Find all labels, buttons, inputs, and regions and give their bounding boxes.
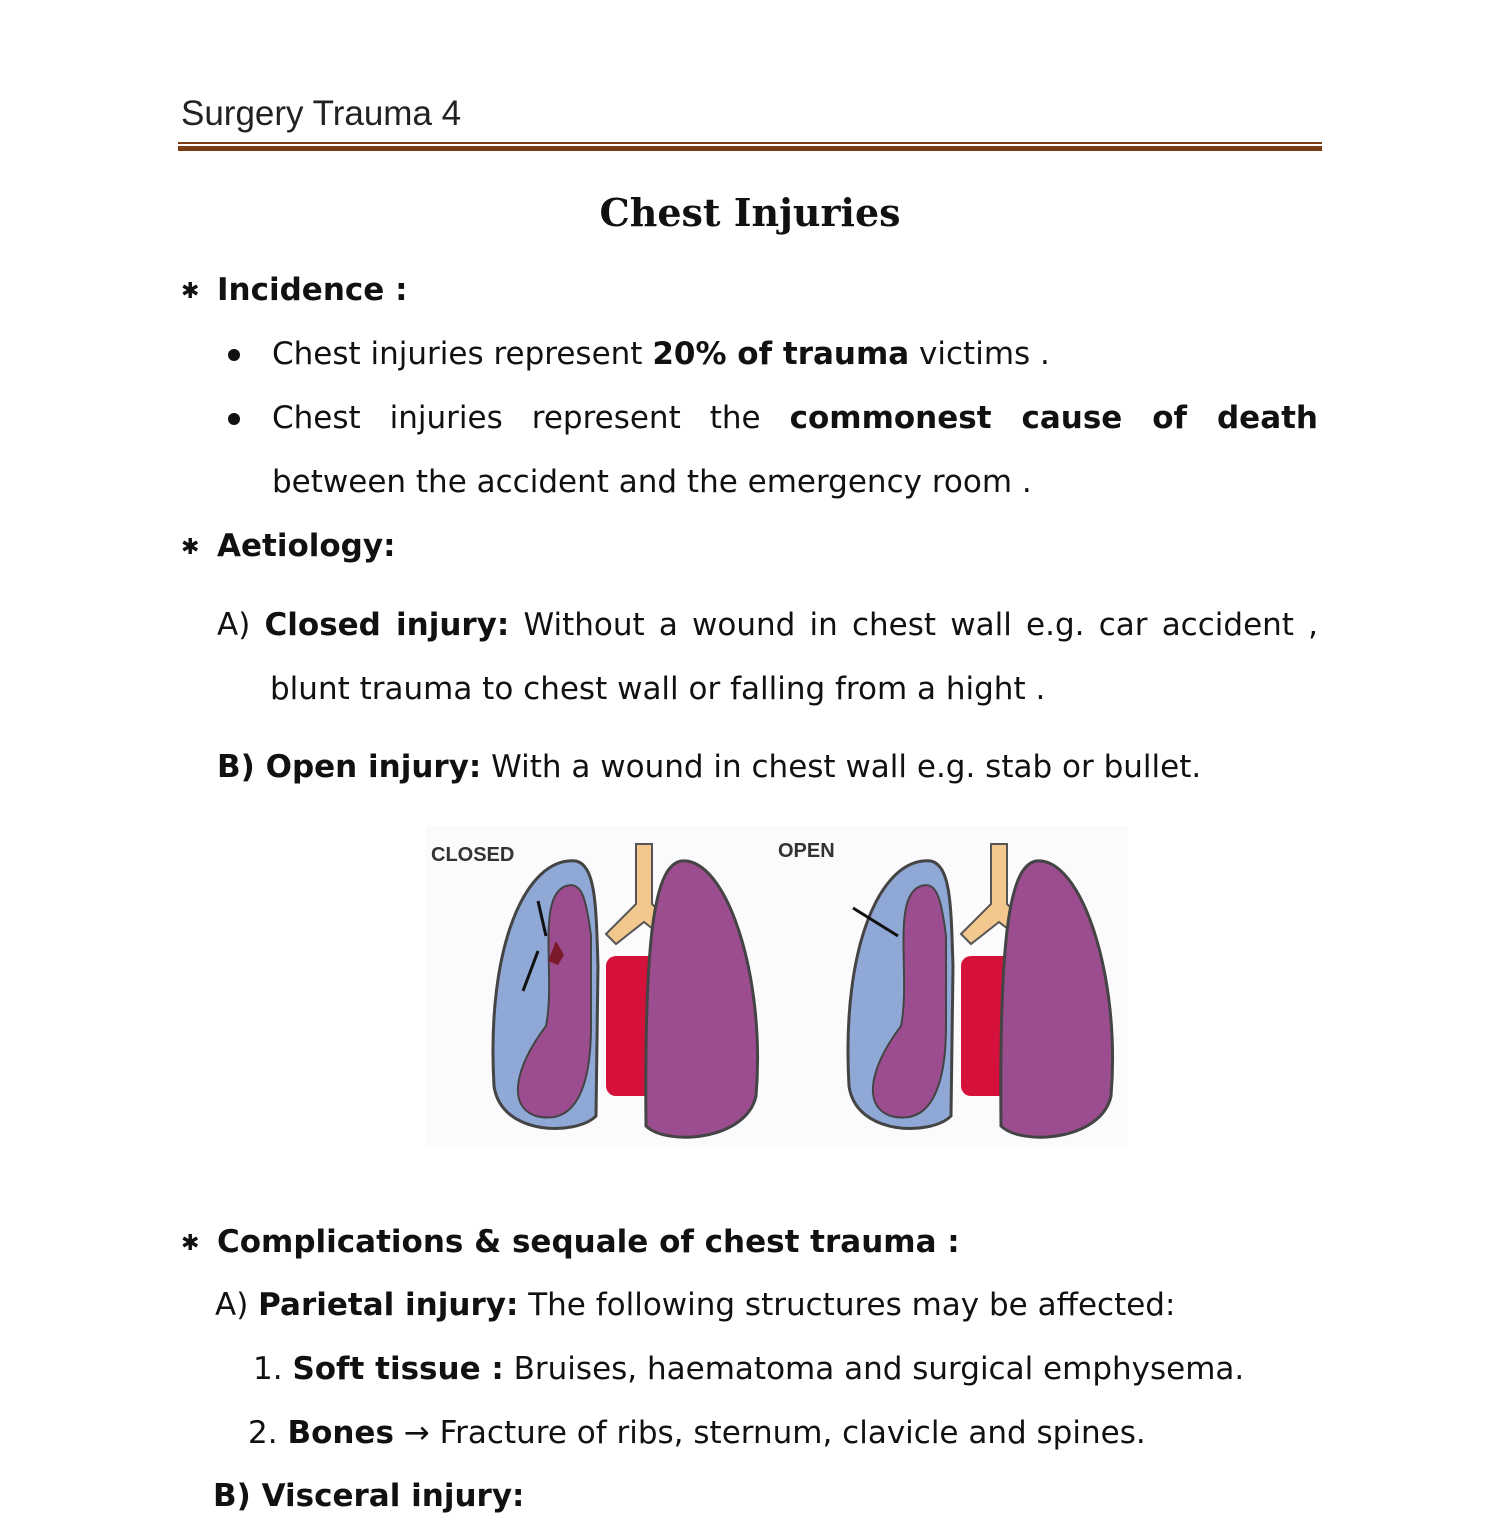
bold-text: Parietal injury: <box>258 1287 519 1323</box>
list-item <box>272 334 1050 374</box>
heading-text: Complications & sequale of chest trauma : <box>217 1224 960 1260</box>
bold-text: 20% of trauma <box>652 336 910 372</box>
bold-text: Soft tissue : <box>292 1351 504 1387</box>
text: Chest injuries represent the <box>272 400 790 436</box>
bold-text: commonest cause of death <box>789 400 1318 436</box>
heading-text: Incidence : <box>217 272 408 308</box>
text: victims . <box>909 336 1050 372</box>
visceral-injury-heading <box>213 1476 524 1516</box>
section-heading-complications <box>181 1222 960 1264</box>
text: Without a wound in chest wall e.g. car accident , <box>509 607 1318 643</box>
bullet-icon <box>228 349 240 361</box>
text: Chest injuries represent <box>272 336 653 372</box>
list-item-continuation: between the accident and the emergency room . <box>272 464 1032 500</box>
lung-injury-figure <box>426 826 1128 1148</box>
closed-label: CLOSED <box>431 844 515 866</box>
number: 1. <box>253 1351 293 1387</box>
closed-injury-continuation: blunt trauma to chest wall or falling from a hight . <box>270 671 1046 707</box>
text: → Fracture of ribs, sternum, clavicle and spines. <box>393 1415 1146 1451</box>
section-heading-aetiology <box>181 526 395 568</box>
header-rule-thick <box>178 146 1322 151</box>
bold-text: Bones <box>287 1415 394 1451</box>
page-title: Chest Injuries <box>599 190 901 235</box>
open-label: OPEN <box>778 840 835 862</box>
bold-text: B) Visceral injury: <box>213 1478 525 1514</box>
text: With a wound in chest wall e.g. stab or bullet. <box>481 749 1202 785</box>
text: A) <box>215 1287 259 1323</box>
header-rule <box>178 142 1322 144</box>
heading-text: Aetiology: <box>217 528 396 564</box>
bold-text: B) Open injury: <box>217 749 482 785</box>
numbered-item <box>248 1413 1146 1453</box>
parietal-injury-item <box>215 1285 1175 1325</box>
list-item <box>272 398 1318 438</box>
text: A) <box>217 607 265 643</box>
running-header: Surgery Trauma 4 <box>181 94 462 133</box>
number: 2. <box>248 1415 288 1451</box>
open-injury-item <box>217 747 1201 787</box>
asterisk-bullet-icon: ✱ <box>181 535 200 560</box>
bold-text: Closed injury: <box>264 607 510 643</box>
section-heading-incidence <box>181 270 407 312</box>
text: The following structures may be affected: <box>518 1287 1176 1323</box>
asterisk-bullet-icon: ✱ <box>181 1231 200 1256</box>
asterisk-bullet-icon: ✱ <box>181 279 200 304</box>
numbered-item <box>253 1349 1244 1389</box>
text: Bruises, haematoma and surgical emphysema. <box>503 1351 1245 1387</box>
closed-injury-item <box>217 605 1318 645</box>
bullet-icon <box>228 413 240 425</box>
